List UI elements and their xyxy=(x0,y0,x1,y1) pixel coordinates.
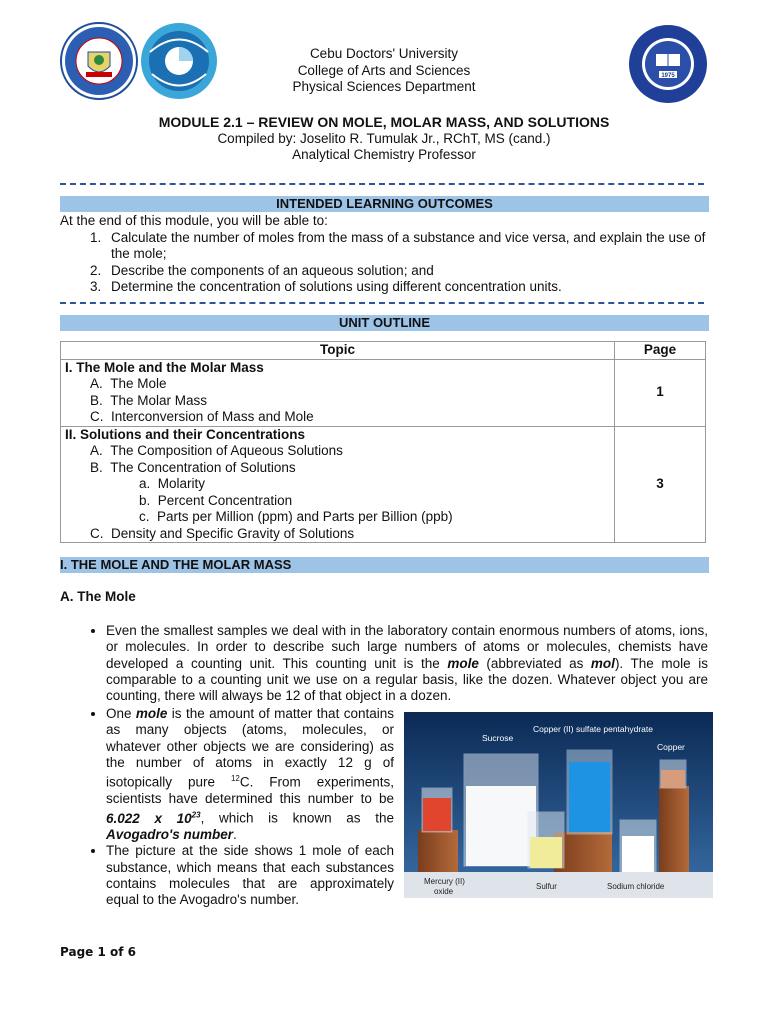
term-mole: mole xyxy=(135,706,168,721)
bullet-block-1 xyxy=(60,623,708,704)
unit-outline-table xyxy=(60,341,706,543)
table-header-row xyxy=(61,342,706,360)
college-seal-logo xyxy=(628,24,708,104)
ilo-intro: At the end of this module, you will be able to: xyxy=(60,213,328,228)
bullet-paragraph: • The picture at the side shows 1 mole of each substance, which means that each substances contains molecules that are approximately equal to the Avogadro's number. xyxy=(106,843,394,908)
bullet-paragraph xyxy=(106,623,708,704)
outline-item: C. Interconversion of Mass and Mole xyxy=(90,409,314,424)
term-mol: mol xyxy=(590,655,615,671)
university-name: Cebu Doctors' University xyxy=(309,46,459,61)
bullet-block-2 xyxy=(60,706,394,909)
exponent: 23 xyxy=(191,810,201,820)
outline-heading: UNIT OUTLINE xyxy=(60,315,709,331)
label-mercury-oxide-line2: oxide xyxy=(434,887,454,896)
text-run: C. From experiments, scientists have determined this number to be xyxy=(106,774,394,806)
page-column-header: Page xyxy=(615,342,706,360)
university-seal-logo xyxy=(60,22,138,100)
section-heading-bar: I. THE MOLE AND THE MOLAR MASS xyxy=(60,557,709,573)
label-sucrose: Sucrose xyxy=(482,733,514,743)
outline-subitem: b. Percent Concentration xyxy=(139,492,293,508)
text-run: One xyxy=(106,706,136,721)
ilo-item: 3. Determine the concentration of solutions using different concentration units. xyxy=(105,279,708,296)
logo-year-text: 1975 xyxy=(661,73,675,79)
section-cell xyxy=(61,359,615,426)
subsection-heading: A. The Mole xyxy=(60,589,136,604)
outline-item: A. The Composition of Aqueous Solutions xyxy=(90,443,343,458)
page-number-footer: Page 1 of 6 xyxy=(60,945,136,959)
page-number-cell: 3 xyxy=(615,426,706,543)
page-number-cell: 1 xyxy=(615,359,706,426)
text-run: is the amount of matter that contains as many objects (atoms, molecules, or whatever other objects we are considering) as the number of atoms in exactly 12 g of isotopically pure xyxy=(106,706,394,790)
bullet-paragraph xyxy=(106,706,394,843)
superscript: 12 xyxy=(230,774,240,784)
ilo-item: 2. Describe the components of an aqueous solution; and xyxy=(105,263,708,280)
compiled-by: Compiled by: Joselito R. Tumulak Jr., RChT, MS (cand.) xyxy=(217,130,551,146)
outline-item: C. Density and Specific Gravity of Solutions xyxy=(90,525,355,541)
outline-subitem: a. Molarity xyxy=(139,476,206,491)
text-run: , which is known as the xyxy=(200,810,394,826)
avogadro-value: 6.022 x 10 xyxy=(106,810,192,826)
text-run: ). The mole is comparable to a counting unit we use on a regular basis, like the dozen. Whatever object you are counting, there will always be 12 of that object in a dozen. xyxy=(106,655,708,704)
outline-item: A. The Mole xyxy=(90,376,167,391)
module-title: MODULE 2.1 – REVIEW ON MOLE, MOLAR MASS, AND SOLUTIONS xyxy=(158,114,610,130)
one-mole-substances-photo xyxy=(404,712,713,898)
table-row xyxy=(61,426,706,543)
label-sulfur: Sulfur xyxy=(536,882,557,891)
topic-column-header: Topic xyxy=(61,342,615,360)
outline-section-title: II. Solutions and their Concentrations xyxy=(65,426,306,442)
label-copper-sulfate: Copper (II) sulfate pentahydrate xyxy=(532,724,654,734)
label-mercury-oxide: Mercury (II) xyxy=(424,877,465,886)
label-copper: Copper xyxy=(657,742,685,752)
author-role: Analytical Chemistry Professor xyxy=(292,147,476,162)
text-run: Even the smallest samples we deal with in the laboratory contain enormous numbers of atoms, ions, or molecules. In order to describe such large numbers of atoms or molecules, chemists have developed a counting unit. This counting unit is the xyxy=(106,623,708,671)
ilo-heading: INTENDED LEARNING OUTCOMES xyxy=(60,196,709,212)
term-mole: mole xyxy=(447,655,479,671)
section-divider xyxy=(60,183,704,185)
label-sodium-chloride: Sodium chloride xyxy=(607,882,665,891)
ilo-item: 1. Calculate the number of moles from the mass of a substance and vice versa, and explain the use of the mole; xyxy=(105,230,708,263)
term-avogadro: Avogadro's number xyxy=(106,827,233,843)
text-run: (abbreviated as xyxy=(478,655,591,671)
department-name: Physical Sciences Department xyxy=(292,79,476,94)
section-divider xyxy=(60,302,704,304)
college-name: College of Arts and Sciences xyxy=(297,62,471,78)
text-run: . xyxy=(232,827,237,843)
outline-item: B. The Molar Mass xyxy=(90,392,208,408)
outline-subitem: c. Parts per Million (ppm) and Parts per Billion (ppb) xyxy=(139,509,453,524)
outline-item: B. The Concentration of Solutions xyxy=(90,459,296,475)
section-cell xyxy=(61,426,615,543)
outline-section-title: I. The Mole and the Molar Mass xyxy=(65,359,264,375)
table-row xyxy=(61,359,706,426)
